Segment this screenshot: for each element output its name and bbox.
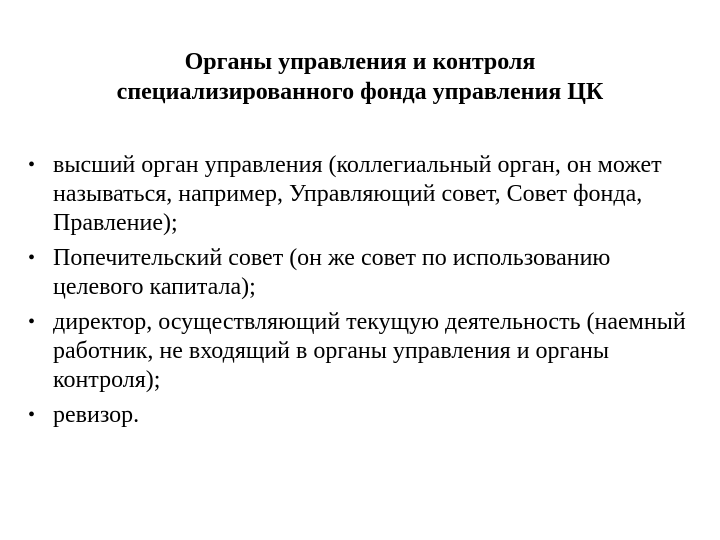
list-item: [28, 244, 698, 302]
bullet-icon: •: [28, 311, 36, 333]
list-item-text: Попечительский совет (он же совет по использованию целевого капитала);: [53, 245, 611, 300]
bullet-icon: •: [28, 247, 36, 269]
list-item-text: директор, осуществляющий текущую деятельность (наемный работник, не входящий в органы управления и органы контроля);: [53, 309, 686, 393]
list-item-text: ревизор.: [53, 402, 140, 428]
bullet-icon: •: [28, 154, 36, 176]
slide-title-line-2: специализированного фонда управления ЦК: [116, 79, 604, 105]
slide-title-line-1: Органы управления и контроля: [184, 49, 536, 75]
bullet-icon: •: [28, 404, 36, 426]
list-item: [28, 308, 698, 395]
bullet-list: [28, 151, 698, 436]
list-item-text: высший орган управления (коллегиальный орган, он может называться, например, Управляющий совет, Совет фонда, Правление);: [53, 152, 662, 236]
slide-title: [20, 47, 700, 107]
list-item: [28, 401, 698, 430]
list-item: [28, 151, 698, 238]
